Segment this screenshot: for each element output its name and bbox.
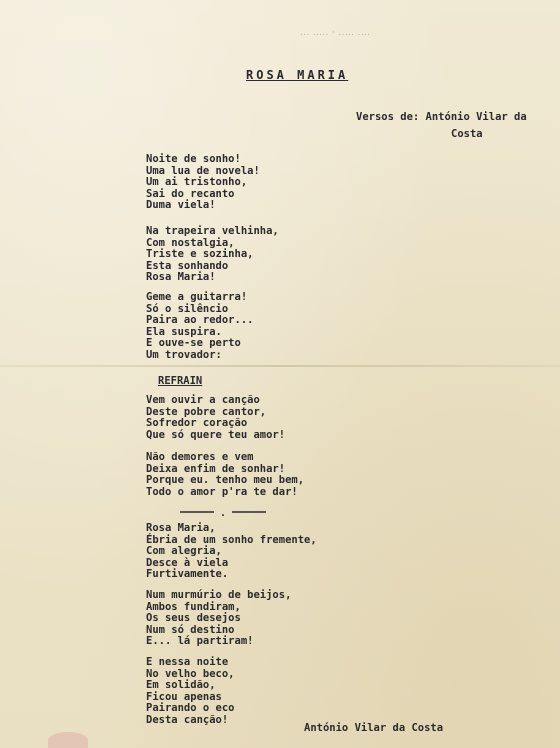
verse-line: Ébria de um sonho fremente,: [146, 533, 317, 546]
paper-stain: [48, 732, 88, 748]
verse-line: Na trapeira velhinha,: [146, 225, 279, 237]
verse-line: No velho beco,: [146, 667, 235, 680]
verse-line: Vem ouvir a canção: [146, 394, 260, 406]
verse-line: Rosa Maria,: [146, 522, 216, 534]
stanza-6: [146, 523, 317, 581]
verse-line: Deste pobre cantor,: [146, 405, 267, 418]
verse-line: Que só quere teu amor!: [146, 428, 286, 441]
verse-line: Um ai tristonho,: [146, 176, 248, 188]
stanza-4: [146, 395, 285, 441]
verse-line: Ficou apenas: [146, 690, 222, 703]
verse-line: Todo o amor p'ra te dar!: [146, 485, 298, 498]
verse-line: Num murmúrio de beijos,: [146, 589, 292, 601]
verse-line: Os seus desejos: [146, 612, 241, 624]
author-credit-line: Versos de: António Vilar da: [356, 111, 527, 123]
verse-line: Esta sonhando: [146, 259, 229, 272]
verse-line: E nessa noite: [146, 656, 229, 668]
verse-line: Num só destino: [146, 623, 235, 636]
svg-text:.: .: [219, 508, 227, 517]
author-credit: [356, 109, 546, 143]
verse-line: Furtivamente.: [146, 568, 229, 580]
verse-line: Só o silêncio: [146, 302, 229, 315]
verse-line: Desce à viela: [146, 556, 229, 569]
verse-line: Triste e sozinha,: [146, 248, 254, 260]
pencil-annotation: ... ..... · ..... ....: [300, 28, 371, 38]
verse-line: Em solidão,: [146, 679, 216, 691]
verse-line: Pairando o eco: [146, 702, 235, 714]
paper-fold-line: [0, 365, 560, 367]
verse-line: Rosa Maria!: [146, 271, 216, 283]
stanza-8: [146, 657, 235, 726]
verse-line: Ambos fundiram,: [146, 600, 241, 613]
verse-line: Porque eu. tenho meu bem,: [146, 474, 305, 486]
refrain-heading: REFRAIN: [158, 375, 203, 387]
stanza-3: [146, 292, 253, 361]
verse-line: Deixa enfim de sonhar!: [146, 462, 286, 475]
stanza-5: [146, 452, 304, 498]
stanza-separator: [180, 507, 266, 517]
verse-line: Um trovador:: [146, 348, 222, 361]
verse-line: Sai do recanto: [146, 187, 235, 200]
verse-line: Sofredor coração: [146, 417, 248, 429]
verse-line: Noite de sonho!: [146, 153, 241, 165]
stanza-1: [146, 154, 260, 212]
verse-line: Com nostalgia,: [146, 236, 235, 249]
poem-title: ROSA MARIA: [246, 68, 349, 82]
author-signature: António Vilar da Costa: [304, 722, 444, 734]
verse-line: Ela suspira.: [146, 325, 222, 338]
verse-line: Uma lua de novela!: [146, 164, 260, 177]
stanza-7: [146, 590, 291, 648]
verse-line: Paira ao redor...: [146, 314, 254, 326]
verse-line: Com alegria,: [146, 545, 222, 557]
stanza-2: [146, 226, 279, 284]
verse-line: E ouve-se perto: [146, 337, 241, 349]
verse-line: Duma viela!: [146, 199, 216, 211]
verse-line: E... lá partiram!: [146, 635, 254, 647]
verse-line: Não demores e vem: [146, 451, 254, 463]
author-credit-line: Costa: [451, 128, 483, 140]
verse-line: Geme a guitarra!: [146, 291, 248, 303]
verse-line: Desta canção!: [146, 713, 229, 726]
